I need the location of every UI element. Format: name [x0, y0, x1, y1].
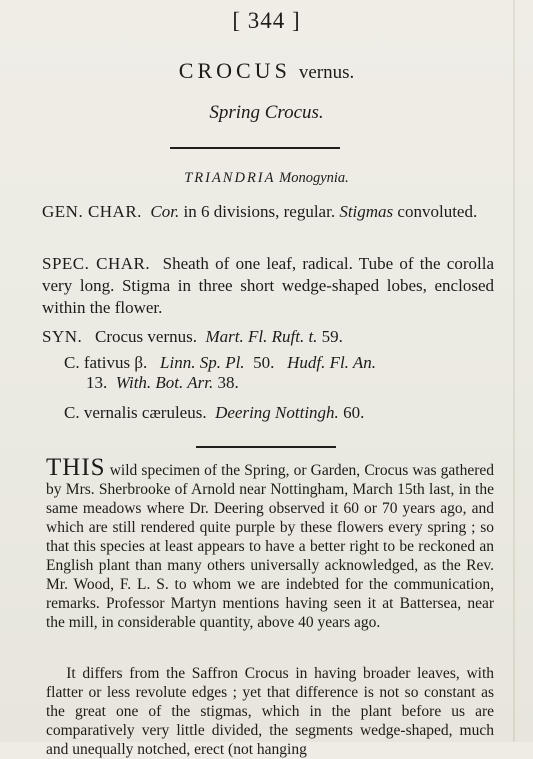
generic-character-text: in 6 divisions, regular. — [179, 202, 340, 221]
synonym-4-reference: Deering Nottingh. — [215, 403, 339, 422]
synonym-3-number-2: 38. — [217, 373, 239, 392]
synonym-4-number: 60. — [343, 403, 365, 422]
generic-character — [42, 201, 492, 223]
specific-character-label: SPEC. CHAR. — [42, 254, 151, 273]
title-divider — [170, 147, 340, 149]
generic-character-term: Stigmas — [339, 202, 394, 221]
plant-title — [0, 58, 533, 84]
synonym-3-reference: With. Bot. Arr. — [115, 373, 214, 392]
specific-character — [42, 253, 494, 319]
generic-character-label: GEN. CHAR. — [42, 202, 142, 221]
synonym-2-reference-2: Hudf. Fl. An. — [287, 353, 376, 372]
synonym-1-number: 59. — [321, 327, 343, 346]
linnaean-classification — [0, 170, 533, 187]
synonym-2-number: 50. — [253, 353, 275, 372]
synonym-line-3 — [86, 373, 239, 393]
genus-name: CROCUS — [178, 58, 291, 83]
drop-cap: THIS — [46, 454, 106, 481]
generic-character-abbr: Cor. — [150, 202, 180, 221]
paragraph-1-text: wild specimen of the Spring, or Garden, Crocus was gathered by Mrs. Sherbrooke of Arnold near Nottingham, March 15th last, in the same meadows where Dr. Deering observed it 60 or 70 years ago, and which are still rendered quite purple by these flowers every spring ; so that this species at least appears to have a better right to be reckoned an English plant than many others universally acknowledged, as the Rev. Mr. Wood, F. L. S. to whom we are indebted for the communication, remarks. Professor Martyn mentions having seen it at Battersea, near the mill, in considerable quantity, above 40 years ago. — [46, 462, 494, 631]
species-name: vernus. — [298, 62, 355, 83]
synonym-line-1 — [42, 327, 343, 347]
synonym-1-reference: Mart. Fl. Ruft. t. — [205, 327, 318, 346]
synonym-1-name: Crocus vernus. — [95, 327, 197, 346]
generic-character-rest: convoluted. — [393, 202, 478, 221]
synonym-2-reference: Linn. Sp. Pl. — [160, 353, 245, 372]
common-name: Spring Crocus. — [209, 102, 324, 123]
class-name: TRIANDRIA — [184, 170, 276, 186]
specific-character-text: Sheath of one leaf, radical. Tube of the corolla very long. Stigma in three short wedge-shaped lobes, enclosed within the flower. — [42, 254, 494, 317]
description-paragraph-2 — [46, 664, 494, 759]
synonym-label: SYN. — [42, 327, 83, 346]
synonym-2-name: C. fativus β. — [64, 353, 148, 372]
description-paragraph-1 — [46, 454, 494, 632]
synonym-3-number: 13. — [86, 373, 108, 392]
order-name: Monogynia. — [279, 170, 349, 186]
synonym-line-4 — [64, 403, 364, 423]
section-divider — [196, 446, 336, 448]
paragraph-2-text: It differs from the Saffron Crocus in having broader leaves, with flatter or less revolute edges ; yet that difference is not so constant as the great one of the stigmas, which in the plant before us are comparatively very little divided, the segments wedge-shaped, much and unequally notched, erect (not hanging — [46, 665, 495, 758]
synonym-line-2 — [64, 353, 376, 373]
synonym-4-name: C. vernalis cæruleus. — [64, 403, 207, 422]
page-number: [ 344 ] — [232, 8, 301, 33]
